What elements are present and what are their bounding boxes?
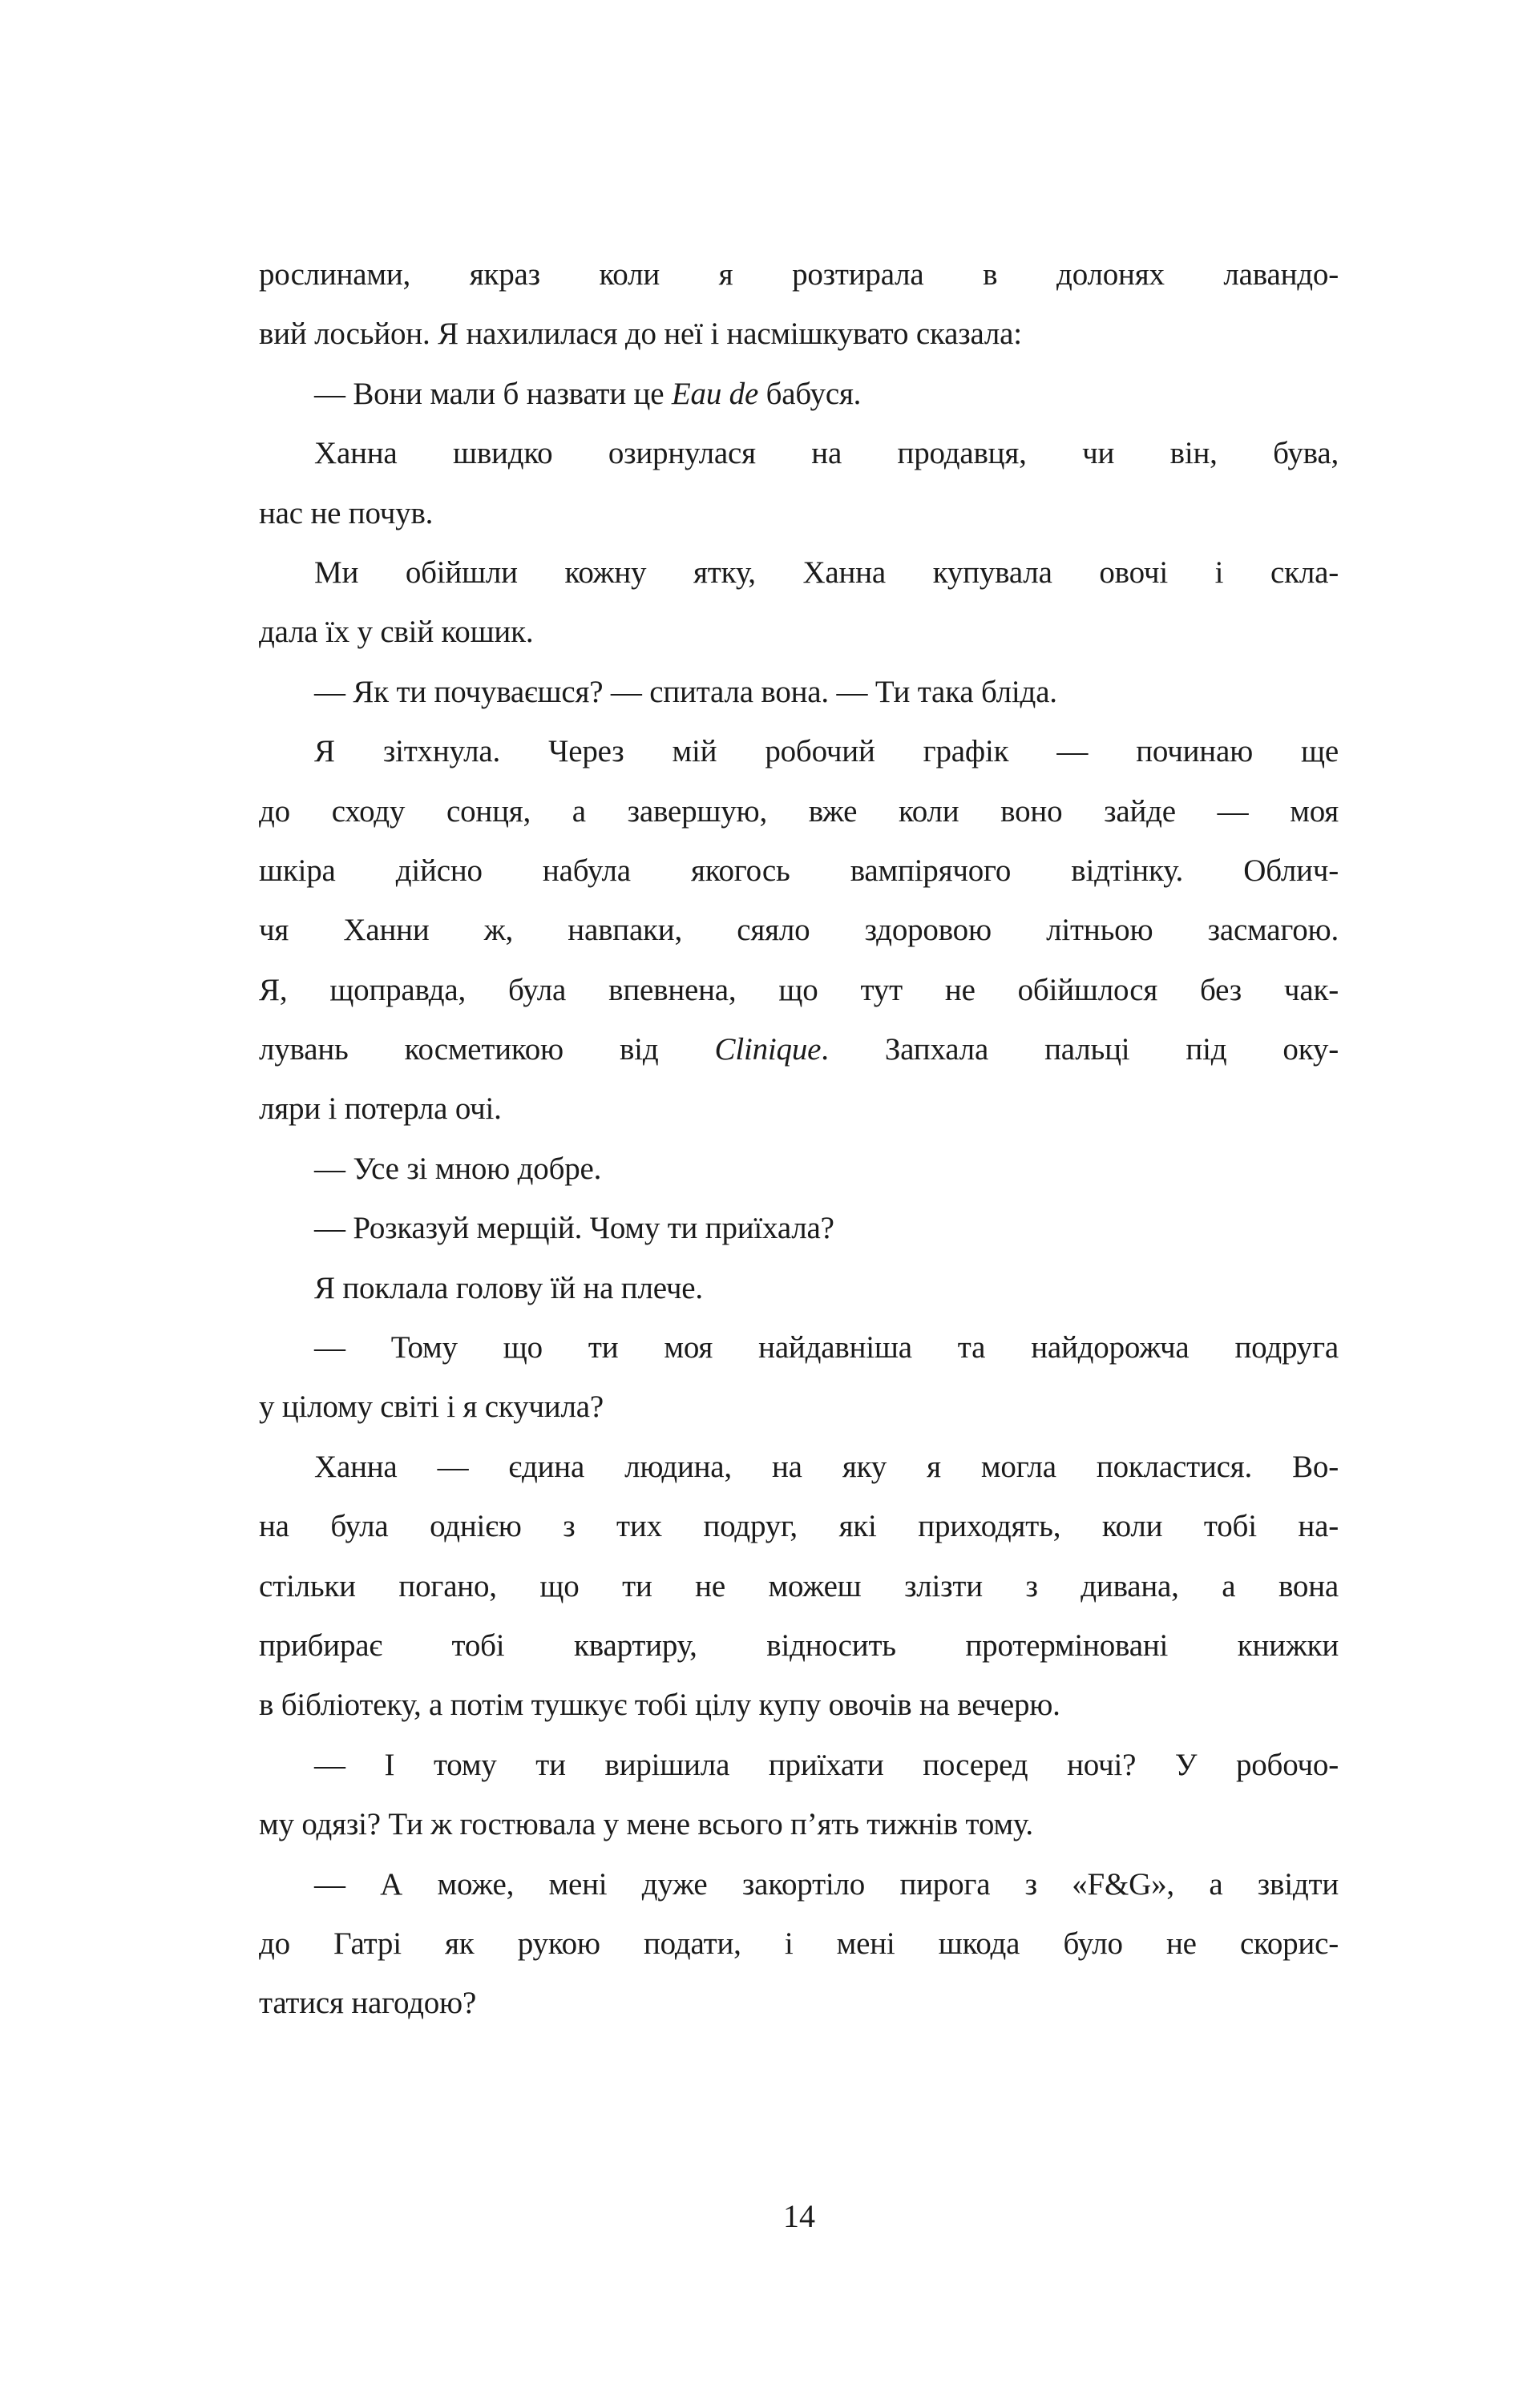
text-segment: на була однією з тих подруг, які приходять, коли тобі на- [259, 1509, 1339, 1544]
text-segment: рослинами, якраз коли я розтирала в долонях лавандо- [259, 257, 1339, 292]
text-segment: Я зітхнула. Через мій робочий графік — починаю ще [314, 734, 1339, 769]
text-line [259, 1259, 1339, 1318]
text-segment: стільки погано, що ти не можеш злізти з дивана, а вона [259, 1568, 1339, 1603]
text-segment: вий лосьйон. Я нахилилася до неї і насмішкувато сказала: [259, 317, 1022, 352]
text-segment: ляри і потерла очі. [259, 1091, 502, 1127]
text-line [259, 1318, 1339, 1377]
text-line [259, 1020, 1339, 1079]
text-line [259, 1974, 1339, 2033]
text-line [259, 1438, 1339, 1497]
text-segment: Ханна швидко озирнулася на продавця, чи він, бува, [314, 436, 1339, 471]
text-line [259, 603, 1339, 662]
text-line [259, 1914, 1339, 1974]
text-line [259, 1795, 1339, 1854]
text-segment: — А може, мені дуже закортіло пирога з «F&G», а звідти [314, 1866, 1339, 1902]
text-line [259, 1557, 1339, 1616]
page-number: 14 [783, 2198, 815, 2234]
text-segment: — Як ти почуваєшся? — спитала вона. — Ти така бліда. [314, 674, 1057, 709]
text-segment: . Запхала пальці під оку- [821, 1032, 1339, 1067]
text-segment: нас не почув. [259, 495, 434, 530]
text-line [259, 245, 1339, 305]
text-line [259, 365, 1339, 424]
text-line [259, 1497, 1339, 1556]
text-line [259, 1855, 1339, 1914]
text-line [259, 1079, 1339, 1139]
text-line [259, 543, 1339, 603]
text-line [259, 1377, 1339, 1437]
italic-text: Clinique [714, 1032, 822, 1067]
text-line [259, 663, 1339, 722]
text-segment: у цілому світі і я скучила? [259, 1390, 604, 1425]
text-segment: прибирає тобі квартиру, відносить протерміновані книжки [259, 1628, 1339, 1663]
text-segment: татися нагодою? [259, 1986, 477, 2021]
text-line [259, 1139, 1339, 1199]
text-line [259, 961, 1339, 1020]
text-segment: дала їх у свій кошик. [259, 615, 534, 650]
text-segment: до Гатрі як рукою подати, і мені шкода було не скорис- [259, 1926, 1339, 1961]
text-segment: — Тому що ти моя найдавніша та найдорожча подруга [314, 1330, 1339, 1365]
text-line [259, 484, 1339, 543]
text-line [259, 901, 1339, 960]
text-segment: лувань косметикою від [259, 1032, 715, 1067]
text-segment: в бібліотеку, а потім тушкує тобі цілу купу овочів на вечерю. [259, 1688, 1060, 1723]
text-segment: бабуся. [758, 376, 862, 411]
text-segment: — Розказуй мерщій. Чому ти приїхала? [314, 1211, 834, 1246]
text-segment: — Усе зі мною добре. [314, 1151, 602, 1186]
text-line [259, 1676, 1339, 1735]
text-line [259, 782, 1339, 841]
text-segment: Я поклала голову їй на плече. [314, 1270, 703, 1305]
text-line [259, 722, 1339, 781]
text-line [259, 1199, 1339, 1258]
text-segment: му одязі? Ти ж гостювала у мене всього п’ять тижнів тому. [259, 1807, 1033, 1842]
text-segment: Ми обійшли кожну ятку, Ханна купувала овочі і скла- [314, 555, 1339, 590]
text-segment: — І тому ти вирішила приїхати посеред ночі? У робочо- [314, 1747, 1339, 1782]
text-line [259, 305, 1339, 364]
text-segment: Ханна — єдина людина, на яку я могла покластися. Во- [314, 1449, 1339, 1484]
body-text [259, 245, 1339, 2034]
text-line [259, 1736, 1339, 1795]
text-line [259, 424, 1339, 483]
text-segment: шкіра дійсно набула якогось вампірячого відтінку. Облич- [259, 853, 1339, 888]
text-segment: до сходу сонця, а завершую, вже коли воно зайде — моя [259, 793, 1339, 829]
text-segment: — Вони мали б назвати це [314, 376, 672, 411]
text-line [259, 1616, 1339, 1676]
text-segment: чя Ханни ж, навпаки, сяяло здоровою літньою засмагою. [259, 913, 1339, 948]
italic-text: Eau de [671, 376, 759, 411]
text-line [259, 841, 1339, 901]
text-segment: Я, щоправда, була впевнена, що тут не обійшлося без чак- [259, 972, 1339, 1007]
